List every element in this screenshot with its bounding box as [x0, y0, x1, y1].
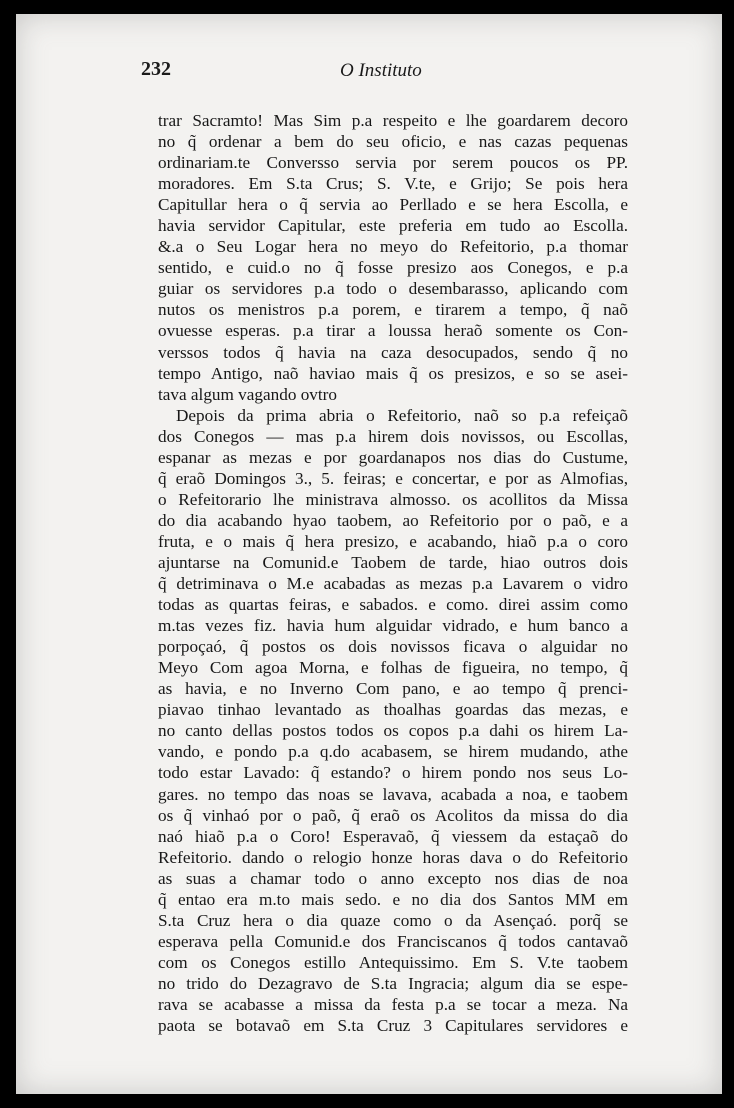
text-line: sentido, e cuid.o no q̃ fosse presizo aos Conegos, e p.a	[158, 258, 628, 278]
text-line: moradores. Em S.ta Crus; S. V.te, e Grijo; Se pois hera	[158, 174, 628, 194]
text-line: naó hiaõ p.a o Coro! Esperavaõ, q̃ viessem da estaçaõ do	[158, 826, 628, 846]
text-line: tempo Antigo, naõ haviao mais q̃ os presizos, e so se asei-	[158, 363, 628, 383]
text-line: ordinariam.te Conversso servia por serem poucos os PP.	[158, 153, 628, 173]
text-line: piavao tinhao levantado as thoalhas goardas das mezas, e	[158, 700, 628, 720]
text-line: tava algum vagando ovtro	[158, 384, 337, 404]
text-line: guiar os servidores p.a todo o desembarasso, aplicando com	[158, 279, 628, 299]
text-line: ovuesse esperas. p.a tirar a loussa heraõ somente os Con-	[158, 321, 628, 341]
text-line: o Refeitorario lhe ministrava almosso. os acollitos da Missa	[158, 489, 628, 509]
text-line: com os Conegos estillo Antequissimo. Em S. V.te taobem	[158, 952, 628, 972]
text-line: espanar as mezas e por goardanapos nos dias do Custume,	[158, 447, 628, 467]
text-line: as suas a chamar todo o anno excepto nos dias de noa	[158, 868, 628, 888]
text-line: dos Conegos — mas p.a hirem dois novissos, ou Escollas,	[158, 426, 628, 446]
text-line: S.ta Cruz hera o dia quaze como o da Asençaó. porq̃ se	[158, 910, 628, 930]
text-line: do dia acabando hyao taobem, ao Refeitorio por o paõ, e a	[158, 510, 628, 530]
text-line: vando, e pondo p.a q.do acabasem, se hirem mudando, athe	[158, 742, 628, 762]
text-line: Refeitorio. dando o relogio honze horas dava o do Refeitorio	[158, 847, 628, 867]
text-line: no trido do Dezagravo de S.ta Ingracia; algum dia se espe-	[158, 973, 628, 993]
text-line: havia servidor Capitular, este preferia em tudo ao Escolla.	[158, 216, 628, 236]
text-line: no q̃ ordenar a bem do seu oficio, e nas cazas pequenas	[158, 132, 628, 152]
text-line: as havia, e no Inverno Com pano, e ao tempo q̃ prenci-	[158, 679, 628, 699]
text-line: q̃ eraõ Domingos 3., 5. feiras; e concertar, e por as Almofias,	[158, 468, 628, 488]
text-line: paota se botavaõ em S.ta Cruz 3 Capitulares servidores e	[158, 1016, 628, 1036]
text-line: trar Sacramto! Mas Sim p.a respeito e lhe goardarem decoro	[158, 111, 628, 130]
running-head: O Instituto	[340, 60, 422, 81]
text-line: nutos os menistros p.a porem, e tirarem a tempo, q̃ naõ	[158, 300, 628, 320]
text-line: porpoçaó, q̃ postos os dois novissos ficava o alguidar no	[158, 637, 628, 657]
body-text	[158, 110, 628, 1036]
text-line: Meyo Com agoa Morna, e folhas de figueira, no tempo, q̃	[158, 658, 628, 678]
text-line: gares. no tempo das noas se lavava, acabada a noa, e taobem	[158, 784, 628, 804]
text-line: esperava pella Comunid.e dos Franciscanos q̃ todos cantavaõ	[158, 931, 628, 951]
text-line: &.a o Seu Logar hera no meyo do Refeitorio, p.a thomar	[158, 237, 628, 257]
text-line: m.tas vezes fiz. havia hum alguidar vidrado, e hum banco a	[158, 616, 628, 636]
text-line: rava se acabasse a missa da festa p.a se tocar a meza. Na	[158, 994, 628, 1014]
text-line: q̃ entao era m.to mais sedo. e no dia dos Santos MM em	[158, 889, 628, 909]
text-line: q̃ detriminava o M.e acabadas as mezas p.a Lavarem o vidro	[158, 574, 628, 594]
text-line: Depois da prima abria o Refeitorio, naõ so p.a refeiçaõ	[176, 405, 628, 425]
text-line: todo estar Lavado: q̃ estando? o hirem pondo nos seus Lo-	[158, 763, 628, 783]
page-number: 232	[141, 58, 171, 80]
text-line: verssos todos q̃ havia na caza desocupados, sendo q̃ no	[158, 342, 628, 362]
text-line: os q̃ vinhaó por o paõ, q̃ eraõ os Acolitos da missa do dia	[158, 805, 628, 825]
text-line: ajuntarse na Comunid.e Taobem de tarde, hiao outros dois	[158, 552, 628, 572]
text-line: no canto dellas postos todos os copos p.a dahi os hirem La-	[158, 721, 628, 741]
text-line: fruta, e o mais q̃ hera presizo, e acabando, hiaõ p.a o coro	[158, 531, 628, 551]
text-line: Capitullar hera o q̃ servia ao Perllado e se hera Escolla, e	[158, 195, 628, 215]
text-line: todas as quartas feiras, e sabados. e como. direi assim como	[158, 595, 628, 615]
